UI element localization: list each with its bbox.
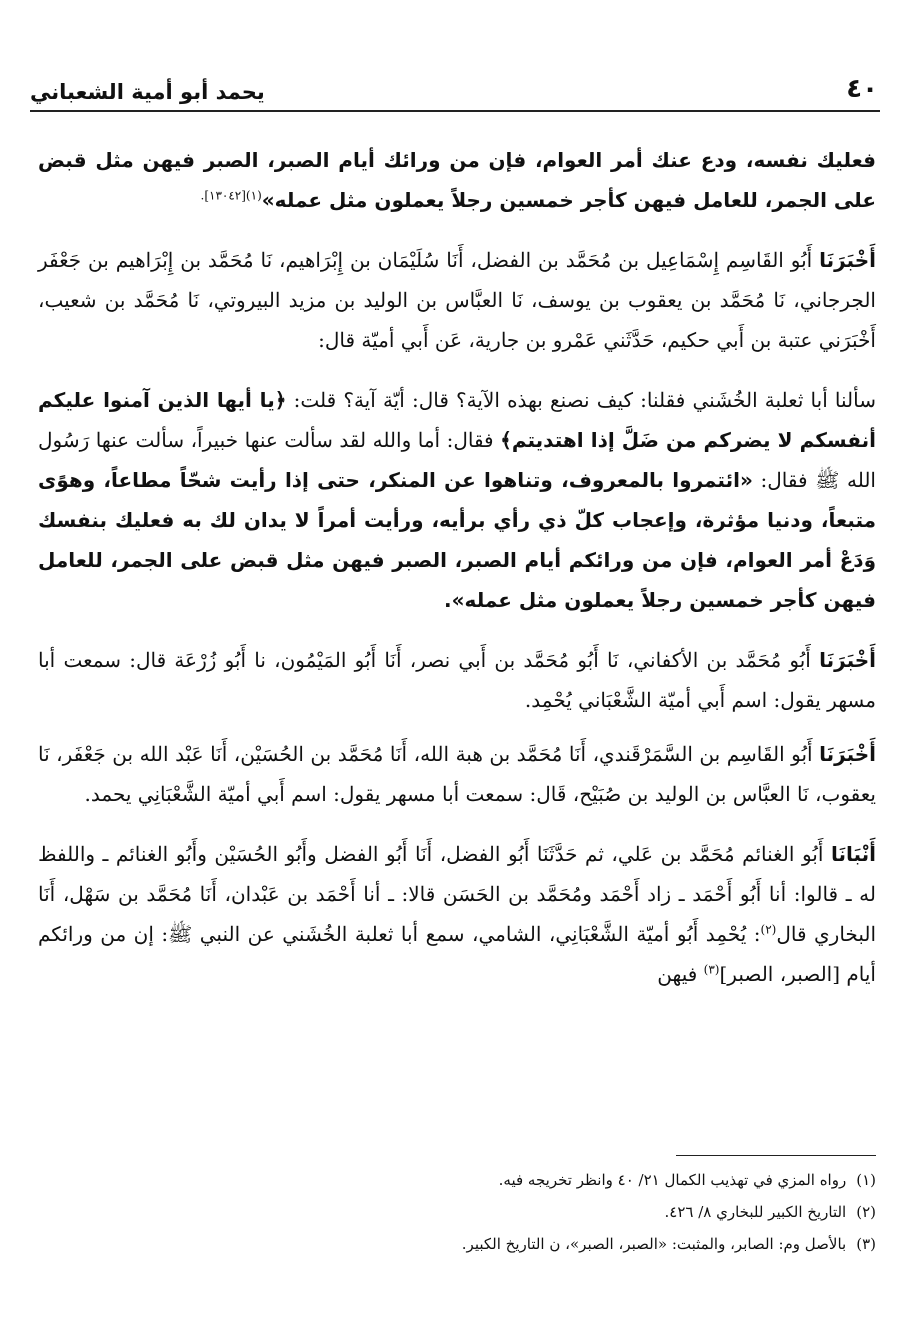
footnote-text: بالأصل وم: الصابر، والمثبت: «الصبر، الصبر»، ن التاريخ الكبير. — [461, 1235, 847, 1253]
footnote-text: التاريخ الكبير للبخاري ٨/ ٤٢٦. — [664, 1203, 847, 1221]
isnad-text: أَبُو القَاسِم بن السَّمَرْقَندي، أَنَا مُحَمَّد بن هبة الله، أَنَا مُحَمَّد بن الحُسَيْن، أَنَا عَبْد الله بن جَعْفَر، نَا يعقوب، نَا العبَّاس بن الوليد بن صُبَيْح، قَال: سمعت أبا مسهر يقول: اسم أَبي أميّة الشَّعْبَانِي يحمد. — [38, 742, 876, 806]
hadith-quote: «ائتمروا بالمعروف، وتناهوا عن المنكر، حتى إذا رأيت شحّاً مطاعاً، وهوًى متبعاً، ودنيا مؤثرة، وإعجاب كلّ ذي رأي برأيه، ورأيت أمراً لا يدان لك به فعليك بنفسك وَدَعْ أمر العوام، فإن من ورائكم أيام الصبر، الصبر فيهن مثل قبض على الجمر، للعامل فيهن كأجر خمسين رجلاً يعملون مثل عمله» — [38, 468, 876, 612]
hadith-intro: سألنا أبا ثعلبة الخُشَني فقلنا: كيف نصنع بهذه الآية؟ قال: أيّة آية؟ قلت: — [286, 388, 877, 412]
narration-keyword: أَخْبَرَنَا — [819, 248, 876, 272]
paragraph-end: . — [444, 588, 452, 612]
footnote-text: رواه المزي في تهذيب الكمال ٢١/ ٤٠ وانظر تخريجه فيه. — [498, 1171, 847, 1189]
footnote-ref: (٢) — [760, 922, 777, 937]
footnote-rule — [676, 1155, 876, 1156]
paragraph-isnad-2 — [38, 640, 876, 720]
paragraph-isnad-4 — [38, 834, 876, 994]
main-text — [38, 140, 876, 1014]
narration-keyword: أَنْبَانَا — [830, 842, 877, 866]
footnote-number: (٢) — [856, 1203, 876, 1221]
footnote-number: (١) — [856, 1171, 876, 1189]
footnotes — [40, 1164, 876, 1260]
quran-verse: ﴿يا أيها الذين آمنوا عليكم أنفسكم لا يضركم من ضَلَّ إذا اهتديتم﴾ — [38, 388, 876, 452]
hadith-middle: فقال: أما والله لقد سألت عنها خبيراً، سألت عنها رَسُول الله ﷺ فقال: — [38, 428, 876, 492]
narration-keyword: أَخْبَرَنَا — [819, 648, 877, 672]
isnad-text: : يُحْمِد أَبُو أميّة الشَّعْبَانِي، الشامي، سمع أبا ثعلبة الخُشَني عن النبي ﷺ: إن من ورائكم أيام [الصبر، الصبر] — [38, 922, 876, 986]
narration-keyword: أَخْبَرَنَا — [819, 742, 877, 766]
paragraph-isnad-3 — [38, 734, 876, 814]
footnote-ref: (١)[١٣٠٤٢]. — [200, 188, 262, 203]
footnote — [40, 1228, 876, 1260]
hadith-quote: فعليك نفسه، ودع عنك أمر العوام، فإن من ورائك أيام الصبر، الصبر فيهن مثل قبض على الجمر، للعامل فيهن كأجر خمسين رجلاً يعملون مثل عمله» — [38, 148, 876, 212]
running-title: يحمد أبو أمية الشعباني — [30, 80, 265, 104]
footnote — [40, 1164, 876, 1196]
paragraph-hadith — [38, 380, 876, 620]
footnote-number: (٣) — [856, 1235, 876, 1253]
isnad-text: أَبُو القَاسِم إِسْمَاعِيل بن مُحَمَّد بن الفضل، أَنَا سُلَيْمَان بن إِبْرَاهيم، نَا مُحَمَّد بن إِبْرَاهيم بن جَعْفَر الجرجاني، نَا مُحَمَّد بن يعقوب بن يوسف، نَا العبَّاس بن الوليد بن مزيد البيروتي، نَا مُحَمَّد بن شعيب، أَخْبَرَني عتبة بن أَبي حكيم، حَدَّثَني عَمْرو بن جارية، عَن أَبي أميّة قال: — [38, 248, 876, 352]
footnote — [40, 1196, 876, 1228]
header-rule — [30, 110, 880, 112]
paragraph-isnad-1 — [38, 240, 876, 360]
isnad-text: أَبُو مُحَمَّد بن الأكفاني، نَا أَبُو مُحَمَّد بن أَبي نصر، أَنَا أَبُو المَيْمُون، نا أَبُو زُرْعَة قال: سمعت أبا مسهر يقول: اسم أَبي أميّة الشَّعْبَاني يُحْمِد. — [38, 648, 876, 712]
footnote-ref: (٣) — [703, 962, 720, 977]
page-number: ٤٠ — [846, 74, 878, 104]
isnad-text: أَبُو الغنائم مُحَمَّد بن عَلي، ثم حَدَّثَنَا أَبُو الفضل، أَنَا أَبُو الفضل وأَبُو الحُسَيْن وأَبُو الغنائم ـ واللفظ له ـ قالوا: أنا أَبُو أَحْمَد ـ زاد أَحْمَد ومُحَمَّد بن الحَسَن قالا: ـ أنا أَحْمَد بن عَبْدان، أَنَا مُحَمَّد بن سَهْل، أَنَا البخاري قال — [38, 842, 877, 946]
paragraph-continuation — [38, 140, 876, 220]
running-head — [30, 62, 878, 104]
isnad-text: فيهن — [657, 962, 704, 986]
